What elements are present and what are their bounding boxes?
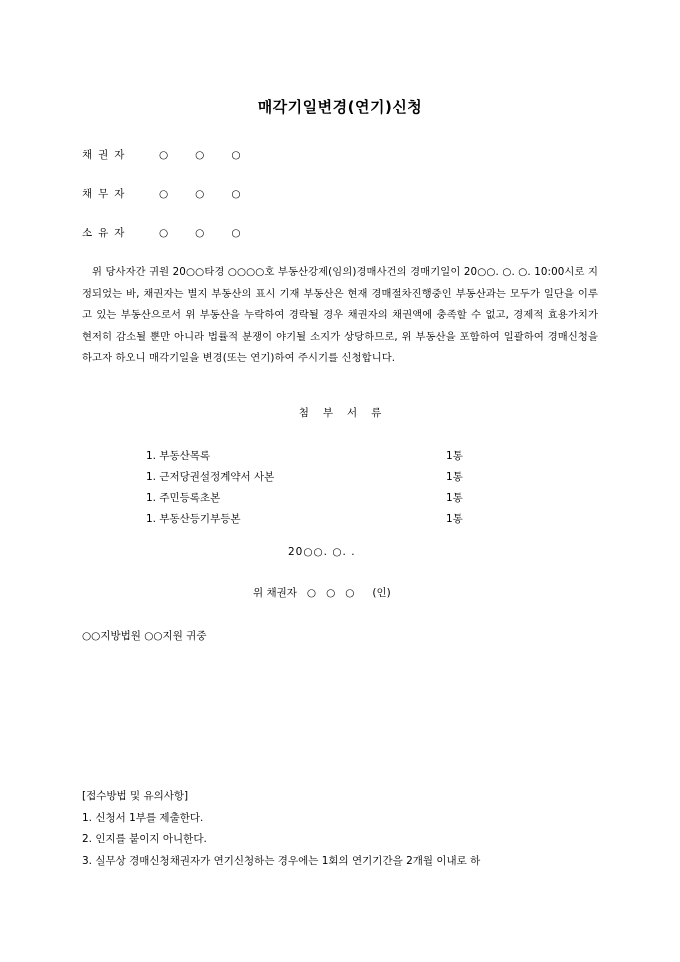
attachment-item — [146, 509, 476, 530]
notes-section — [82, 786, 480, 872]
party-owner — [82, 225, 268, 240]
attachment-item — [146, 467, 476, 488]
party-label: 소유자 — [82, 227, 131, 239]
attachment-item — [146, 446, 476, 467]
attachment-count: 1통 — [446, 450, 463, 462]
application-body: 위 당사자간 귀원 20○○타경 ○○○○호 부동산강제(임의)경매사건의 경매기일이 20○○. ○. ○. 10:00시로 지정되었는 바, 채권자는 별지 부동산의 표시 기재 부동산은 현재 경매절차진행중인 부동산과는 모두가 일단을 이루고 있는 부동산으로서 위 부동산을 누락하여 경락될 경우 채권자의 채권액에 충족할 수 없고, 경제적 효용가치가 현저히 감소될 뿐만 아니라 법률적 분쟁이 야기될 소지가 상당하므로, 위 부동산을 포함하여 일괄하여 경매신청을 하고자 하오니 매각기일을 변경(또는 연기)하여 주시기를 신청합니다. — [82, 266, 598, 365]
application-date: 20○○. ○. . — [288, 546, 356, 558]
attachment-label: 1. 주민등록초본 — [146, 492, 221, 504]
note-item: 2. 인지를 붙이지 아니한다. — [82, 833, 207, 845]
party-debtor — [82, 186, 268, 201]
note-item: 1. 신청서 1부를 제출한다. — [82, 811, 204, 824]
court-addressee: ○○지방법원 ○○지원 귀중 — [82, 630, 207, 642]
party-creditor — [82, 147, 268, 162]
attachment-label: 1. 근저당권설정계약서 사본 — [146, 471, 275, 483]
party-label: 채무자 — [82, 188, 131, 200]
attachment-item — [146, 488, 476, 509]
attachment-label: 1. 부동산등기부등본 — [146, 513, 241, 525]
attachment-count: 1통 — [446, 471, 463, 483]
attachment-count: 1통 — [446, 492, 463, 504]
party-name: ○○○ — [159, 149, 268, 161]
note-item: 3. 실무상 경매신청채권자가 연기신청하는 경우에는 1회의 연기기간을 2개월 이내로 하 — [82, 854, 481, 867]
seal-mark: (인) — [372, 587, 391, 599]
party-name: ○○○ — [159, 188, 268, 200]
attachments-list — [146, 446, 476, 530]
notes-heading: [접수방법 및 유의사항] — [82, 790, 189, 802]
signer-line — [253, 585, 391, 600]
attachments-title: 첨부서류 — [298, 407, 396, 419]
party-label: 채권자 — [82, 149, 131, 161]
attachment-label: 1. 부동산목록 — [146, 450, 211, 462]
signer-name: ○○○ — [306, 587, 365, 599]
party-name: ○○○ — [159, 227, 268, 239]
signer-prefix: 위 채권자 — [253, 587, 297, 599]
attachment-count: 1통 — [446, 513, 463, 525]
document-title: 매각기일변경(연기)신청 — [257, 98, 423, 116]
